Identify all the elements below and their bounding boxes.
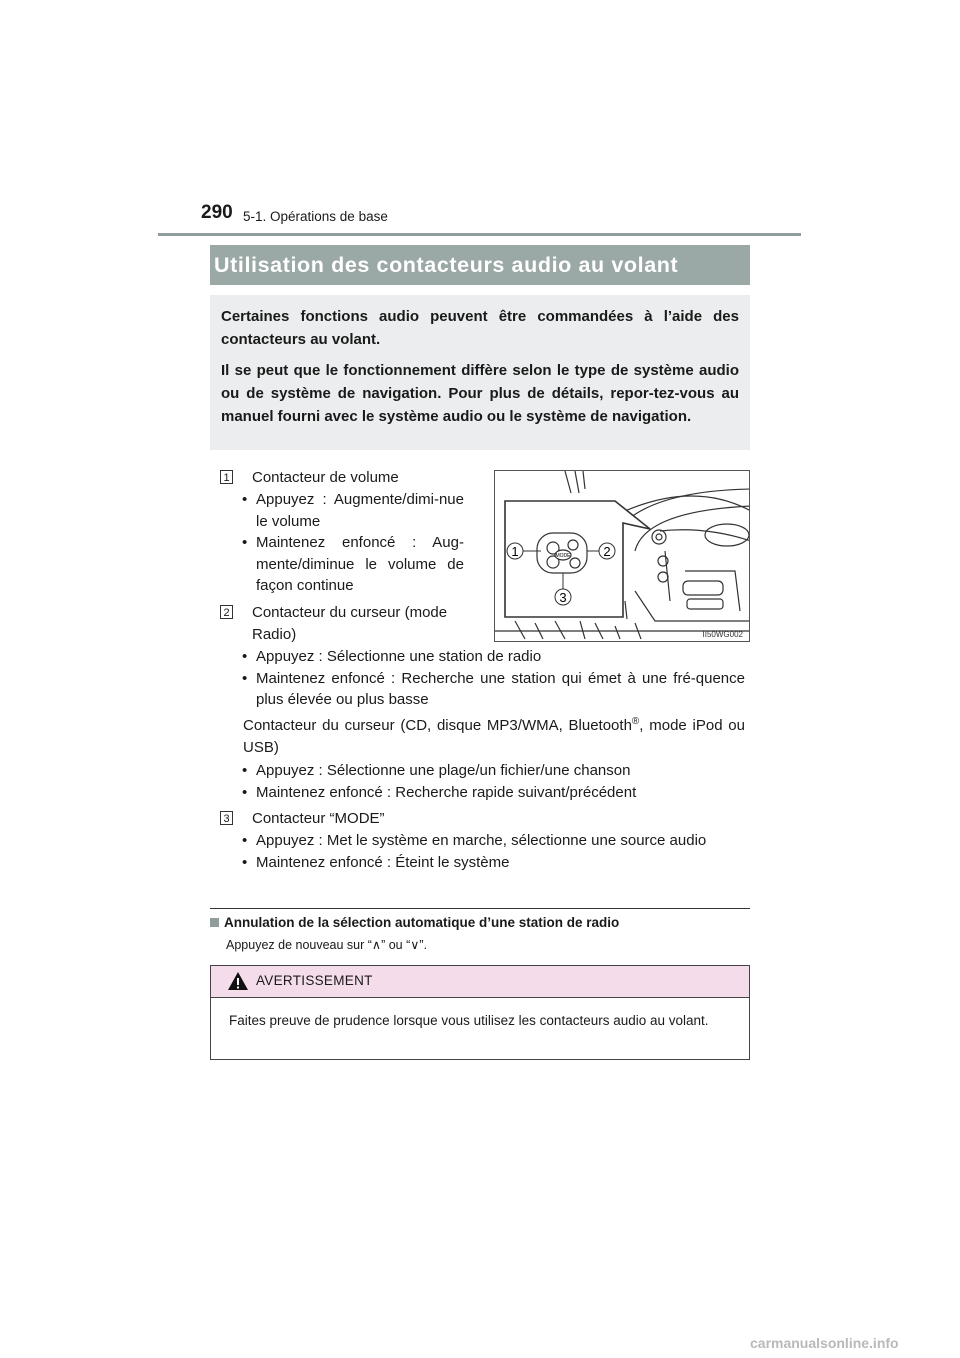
mode-button-label: MODE	[555, 553, 571, 559]
callout-2: 2	[603, 544, 611, 559]
list-item: • Maintenez enfoncé : Recherche rapide suivant/précédent	[238, 782, 745, 804]
item-label: Radio)	[252, 625, 297, 643]
watermark: carmanualsonline.info	[750, 1335, 899, 1351]
steering-wheel-illustration	[494, 470, 750, 642]
subsection-heading-text: Annulation de la sélection automatique d’une station de radio	[224, 915, 620, 930]
header-rule	[158, 233, 801, 236]
warning-header	[211, 966, 749, 998]
section-header: 5-1. Opérations de base	[243, 209, 388, 224]
subsection-text: Appuyez de nouveau sur “∧” ou “∨”.	[226, 938, 428, 952]
item-cursor-bullets	[238, 646, 745, 711]
registered-mark: ®	[631, 716, 640, 727]
subsection-heading	[210, 915, 619, 930]
item-label: Contacteur du curseur (mode	[252, 604, 448, 621]
intro-paragraph: Certaines fonctions audio peuvent être commandées à l’aide des contacteurs au volant.	[221, 308, 739, 348]
item-label: Contacteur du curseur (CD, disque MP3/WMA, Bluetooth	[243, 717, 632, 734]
list-item: • Maintenez enfoncé : Aug-mente/diminue le volume de façon continue	[238, 532, 464, 597]
intro-paragraph: Il se peut que le fonctionnement diffère selon le type de système audio ou de système de navigation. Pour plus de détails, repor-tez-vous au manuel fourni avec le système audio ou le système de navigation.	[221, 362, 739, 425]
callout-3: 3	[559, 590, 567, 605]
item-cursor-bullets-b	[238, 760, 745, 803]
warning-title: AVERTISSEMENT	[256, 973, 373, 988]
list-item: • Appuyez : Met le système en marche, sélectionne une source audio	[238, 830, 745, 852]
square-bullet-icon	[210, 918, 219, 927]
steering-wheel-drawing	[495, 471, 750, 642]
callout-1: 1	[511, 544, 519, 559]
intro-box	[210, 295, 750, 450]
item-label: , mode iPod ou USB)	[243, 717, 745, 756]
item-label: Contacteur “MODE”	[252, 810, 385, 827]
warning-triangle-icon	[227, 971, 249, 991]
page-title: Utilisation des contacteurs audio au volant	[210, 245, 750, 285]
list-item: • Appuyez : Augmente/dimi-nue le volume	[238, 489, 464, 532]
list-item: • Maintenez enfoncé : Éteint le système	[238, 852, 745, 874]
page-number: 290	[201, 202, 233, 223]
item-cursor-label-b	[243, 715, 745, 758]
item-mode-bullets	[238, 830, 745, 873]
warning-box	[210, 965, 750, 1060]
section-divider	[210, 908, 750, 909]
item-volume-bullets	[238, 489, 464, 597]
list-item: • Maintenez enfoncé : Recherche une station qui émet à une fré-quence plus élevée ou plus basse	[238, 668, 745, 711]
list-item: • Appuyez : Sélectionne une station de radio	[238, 646, 745, 668]
item-number: 2	[220, 605, 233, 619]
illustration-code: II50WG002	[702, 630, 743, 639]
item-label: Contacteur de volume	[252, 469, 399, 486]
item-number: 1	[220, 470, 233, 484]
warning-text: Faites preuve de prudence lorsque vous utilisez les contacteurs audio au volant.	[229, 1013, 709, 1028]
list-item: • Appuyez : Sélectionne une plage/un fichier/une chanson	[238, 760, 745, 782]
item-number: 3	[220, 811, 233, 825]
